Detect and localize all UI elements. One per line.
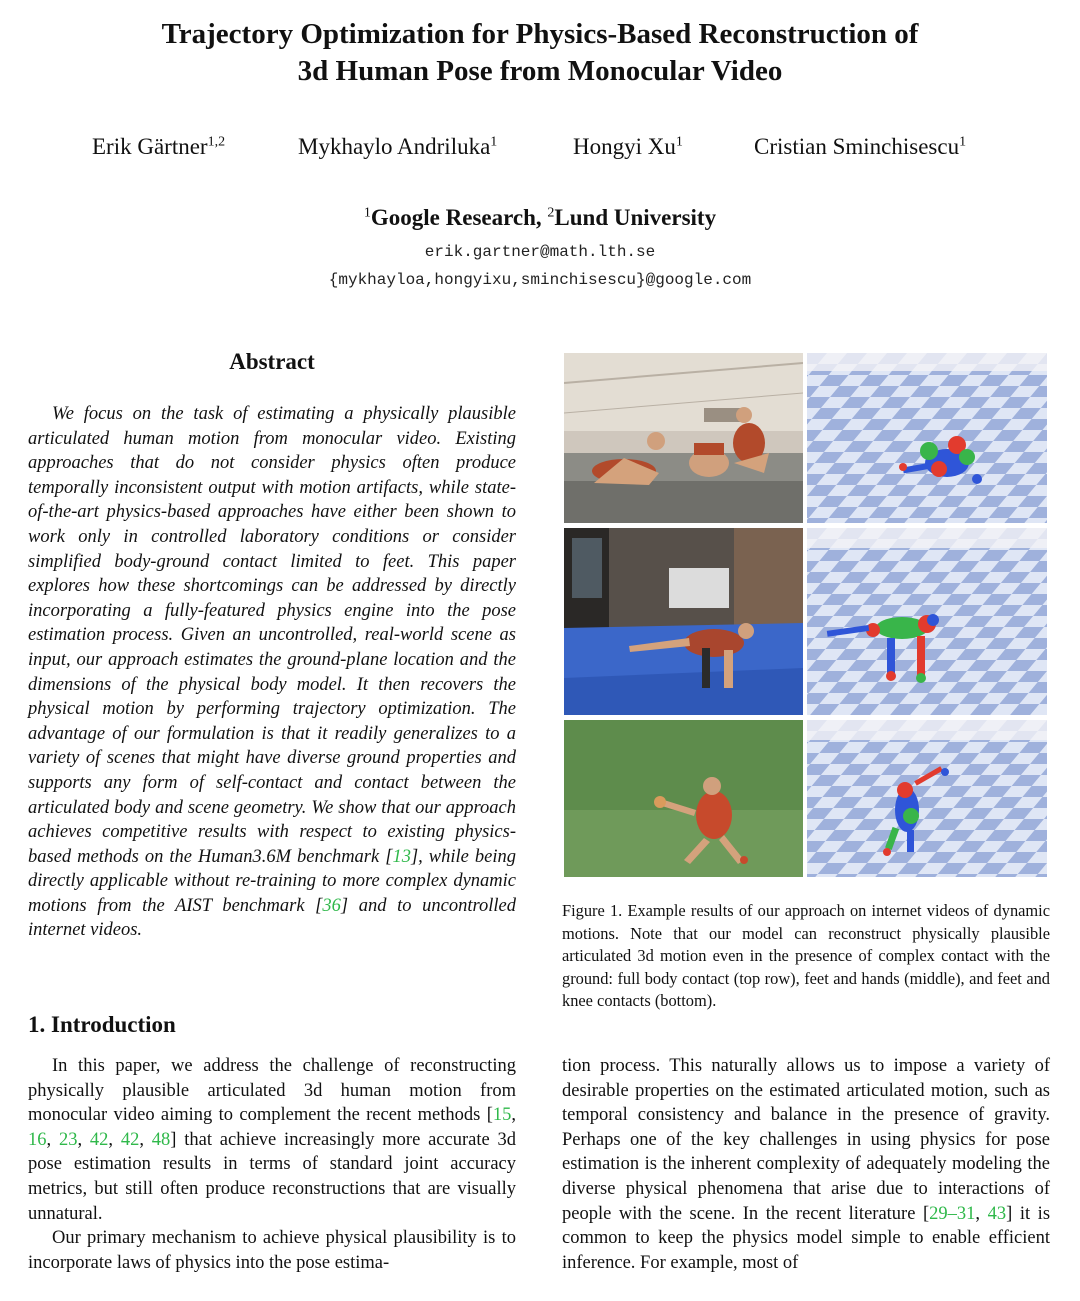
abstract-part: We focus on the task of estimating a physically plausible articulated human motion from monocular video. Existing approaches that do not consider physics often produce temporally inconsistent output with motion artifacts, while state-of-the-art physics-based approaches have either been shown to work only in controlled laboratory conditions or consider simplified body-ground contact limited to feet. This paper explores how these shortcomings can be addressed by directly incorporating a fully-featured physics engine into the pose estimation process. Given an uncontrolled, real-world scene as input, our approach estimates the ground-plane location and the dimensions of the physical body model. It then recovers the physical motion by performing trajectory optimization. The advantage of our formulation is that it readily generalizes to a variety of scenes that might have diverse ground properties and supports any form of self-contact and contact between the articulated body and scene geometry. We show that our approach achieves competitive results with respect to existing physics-based methods on the Human3.6M benchmark [ (28, 404, 516, 867)
paper-title (0, 16, 1080, 90)
affil-google: Google Research, (370, 205, 548, 230)
intro-left-column (28, 1054, 516, 1275)
author-affil-mark: 1 (490, 134, 498, 150)
citation-link[interactable]: 42 (89, 1129, 109, 1150)
citation-link[interactable]: 43 (987, 1203, 1007, 1224)
author-affil-mark: 1 (959, 134, 967, 150)
intro-text: ] it is common to keep the physics model simple to enable efficient inference. For example, most of (562, 1203, 1051, 1273)
email-erik[interactable]: erik.gartner@math.lth.se (424, 243, 656, 261)
figure-render-2 (807, 528, 1047, 715)
citation-separator: , (77, 1129, 90, 1150)
citation-separator: , (511, 1105, 516, 1126)
figure-photo-gym (564, 353, 803, 523)
author-gartner (92, 134, 225, 160)
citation-separator: , (46, 1129, 59, 1150)
citation-link[interactable]: 29–31 (929, 1203, 976, 1224)
figure-photo-hall (564, 528, 803, 715)
author-affil-mark: 1 (675, 134, 683, 150)
affil-lund: Lund University (554, 205, 717, 230)
author-affil-mark: 1,2 (207, 134, 226, 150)
figure-photo-greenscreen (564, 720, 803, 877)
section-heading-introduction: 1. Introduction (28, 1012, 176, 1037)
citation-link[interactable]: 16 (28, 1129, 47, 1150)
citation-link[interactable]: 36 (322, 895, 341, 916)
intro-text: In this paper, we address the challenge of reconstructing physically plausible articulated 3d human motion from monocular video aiming to complement the recent methods [ (28, 1056, 516, 1126)
intro-text: tion process. This naturally allows us to impose a variety of desirable properties on the estimated articulated motion, such as temporal consistency and balance in the presence of gravity. Perhaps one of the key challenges in using physics for pose estimation is the inherent complexity of adequately modeling the diverse physical phenomena that arise due to interactions of people with the scene. In the recent literature [ (562, 1056, 1050, 1224)
intro-text: ] that achieve increasingly more accurate 3d pose estimation results in terms of standard joint accuracy metrics, but still often produce reconstructions that are visually unnatural. (28, 1129, 517, 1224)
citation-link[interactable]: 13 (392, 846, 411, 867)
citation-link[interactable]: 15 (492, 1105, 512, 1126)
abstract-part: ], while being directly applicable without re-training to more complex dynamic motions from the AIST benchmark [ (28, 846, 516, 916)
author-name: Cristian Sminchisescu (754, 134, 960, 159)
intro-paragraph-1 (28, 1054, 516, 1226)
figure-render-1 (807, 353, 1047, 523)
figure-1-caption: Figure 1. Example results of our approach on internet videos of dynamic motions. Note that our model can reconstruct physically plausible articulated 3d motion even in the presence of complex contact with the ground: full body contact (top row), feet and hands (middle), and feet and knee contacts (bottom). (562, 901, 1050, 1011)
abstract-text (28, 402, 516, 943)
abstract-part: ] and to uncontrolled internet videos. (28, 895, 516, 941)
affil-mark-2: 2 (547, 205, 555, 221)
title-line-1: Trajectory Optimization for Physics-Based Reconstruction of (161, 18, 919, 50)
title-line-2: 3d Human Pose from Monocular Video (297, 55, 783, 87)
citation-separator: , (108, 1129, 121, 1150)
intro-paragraph-2-cont (562, 1054, 1050, 1275)
author-name: Hongyi Xu (573, 134, 676, 159)
affil-mark-1: 1 (363, 205, 371, 221)
citation-separator: , (975, 1203, 988, 1224)
citation-link[interactable]: 42 (120, 1129, 140, 1150)
author-andriluka (298, 134, 497, 160)
email-google[interactable]: {mykhayloa,hongyixu,sminchisescu}@google.com (328, 271, 752, 289)
affiliations (0, 205, 1080, 231)
intro-right-column (562, 1054, 1050, 1275)
figure-render-3 (807, 720, 1047, 877)
author-xu (573, 134, 683, 160)
author-sminchisescu (754, 134, 966, 160)
author-name: Mykhaylo Andriluka (298, 134, 491, 159)
citation-link[interactable]: 48 (151, 1129, 171, 1150)
author-name: Erik Gärtner (92, 134, 208, 159)
intro-paragraph-2-start: Our primary mechanism to achieve physical plausibility is to incorporate laws of physics into the pose estima- (28, 1228, 516, 1273)
citation-separator: , (139, 1129, 152, 1150)
citation-link[interactable]: 23 (58, 1129, 78, 1150)
abstract-heading: Abstract (229, 349, 315, 374)
